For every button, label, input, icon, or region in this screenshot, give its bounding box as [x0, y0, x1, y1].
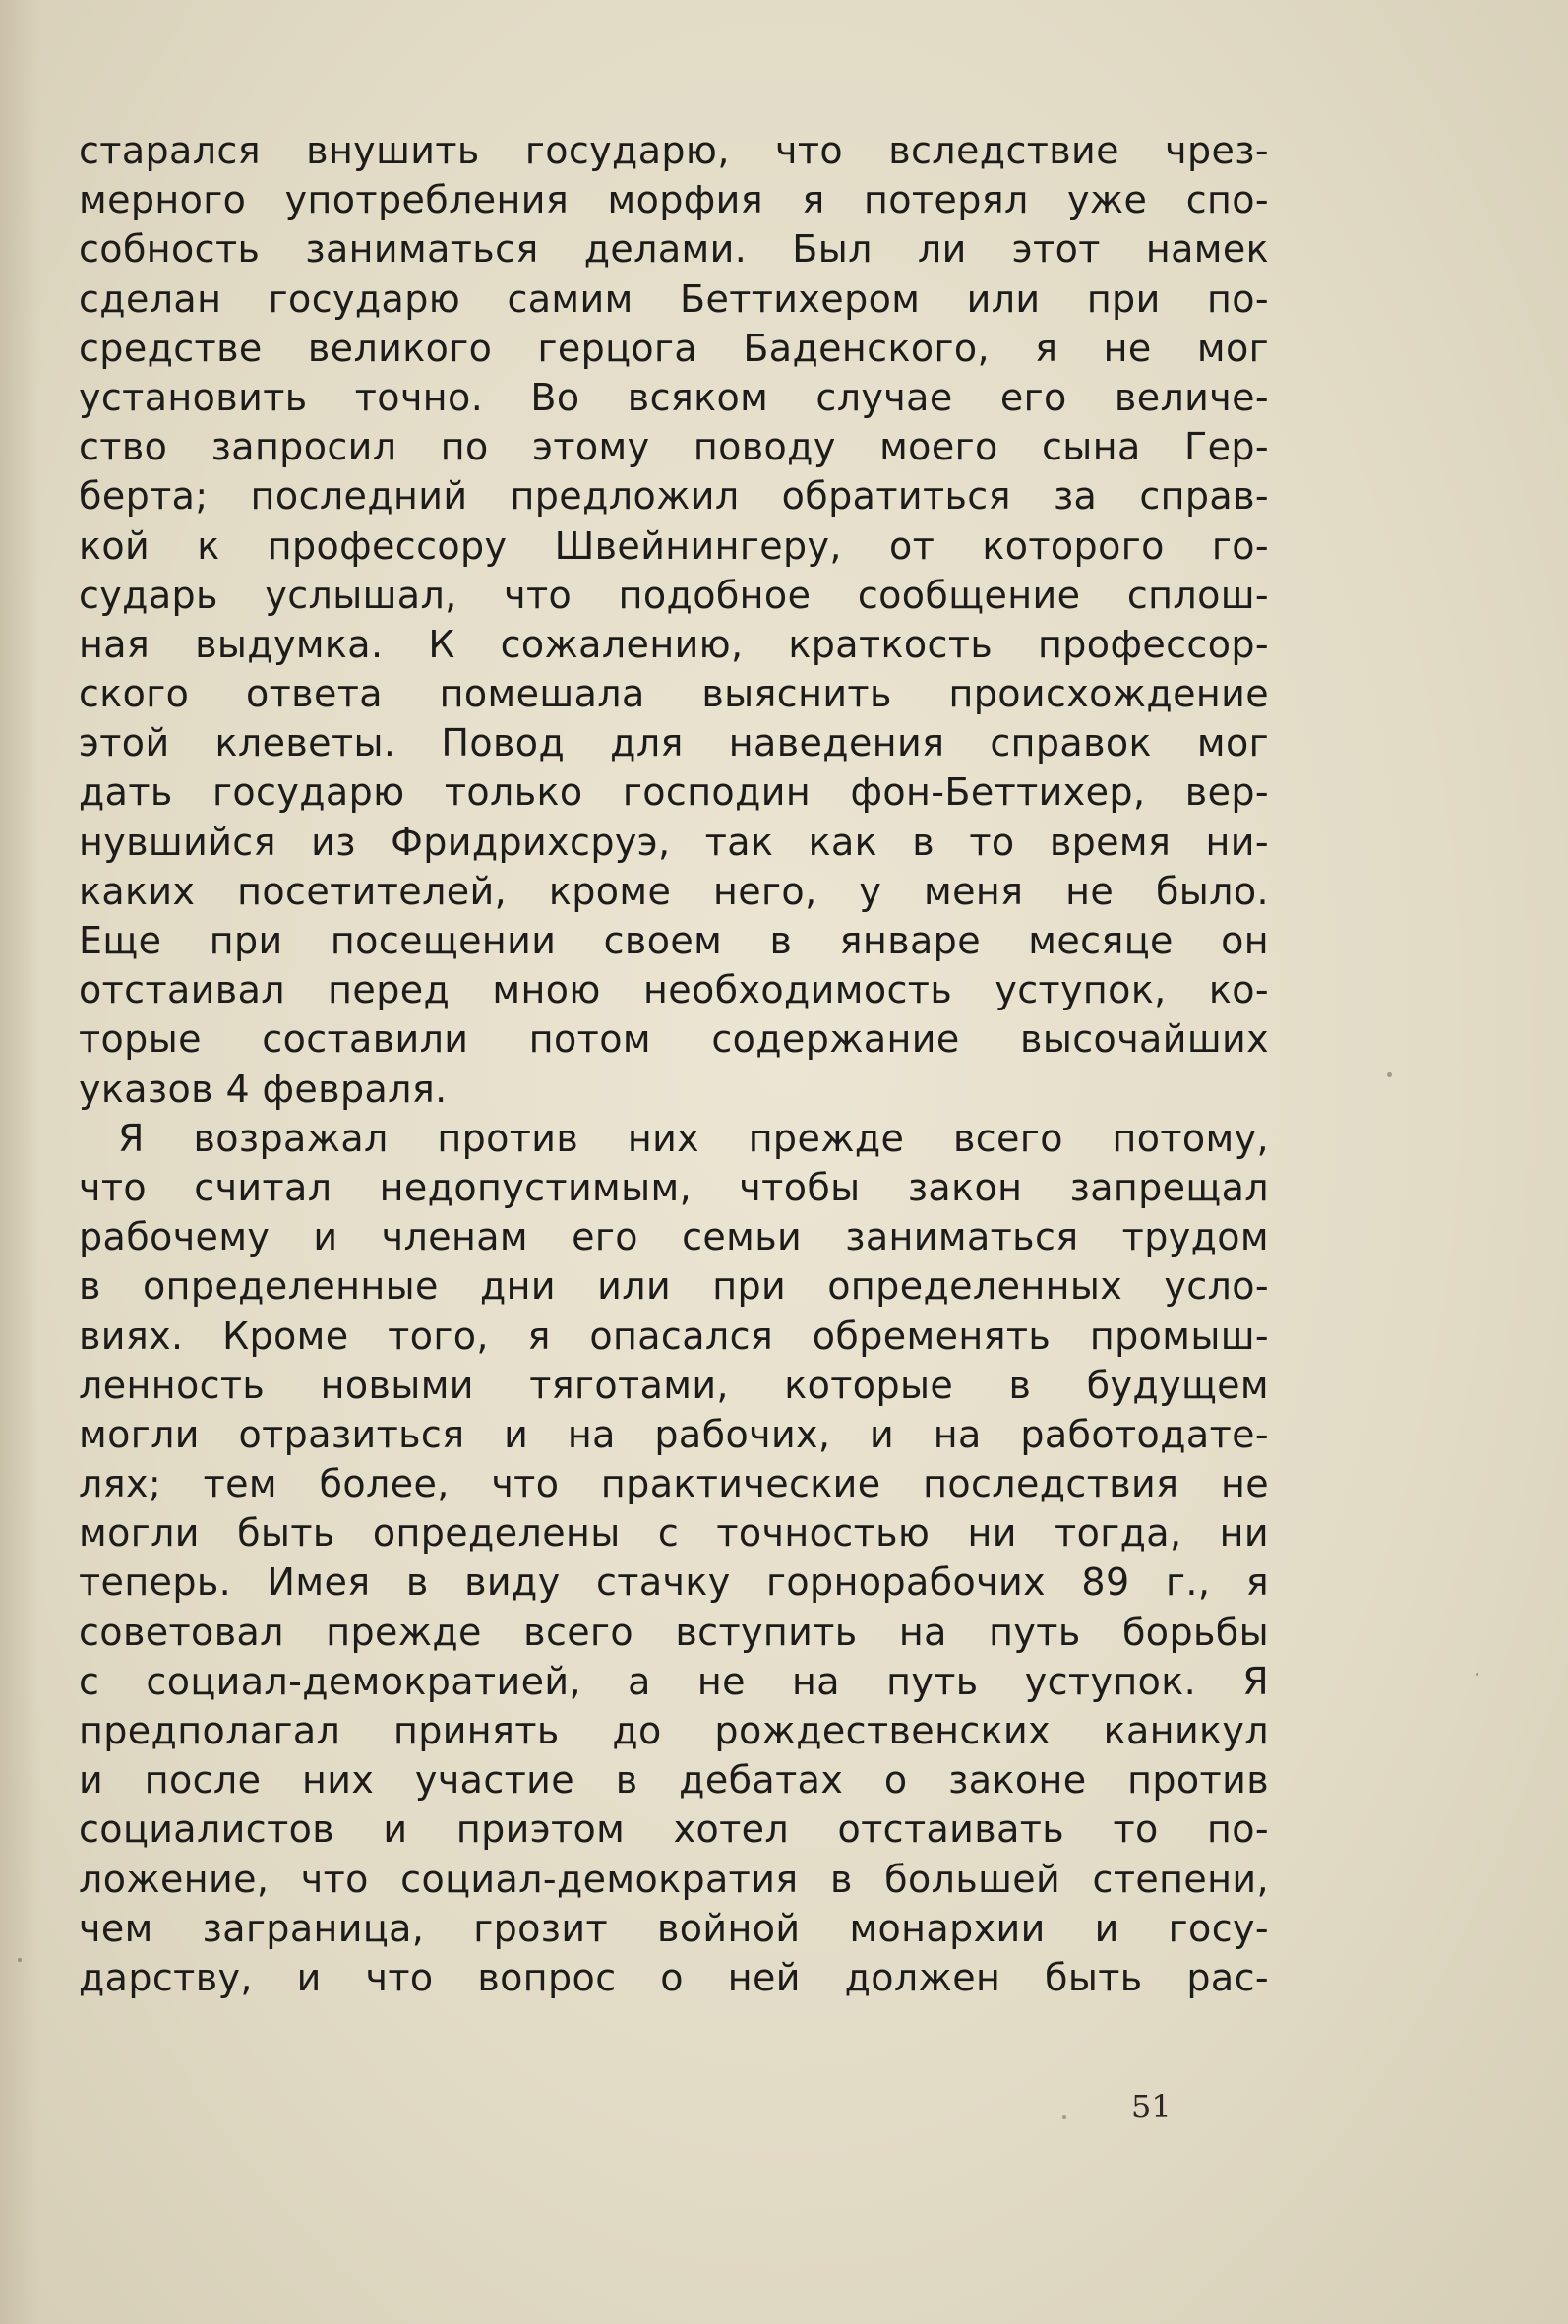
text-line: социалистов и приэтом хотел отстаивать то по-: [79, 1807, 1269, 1852]
text-line: собность заниматься делами. Был ли этот намек: [79, 227, 1269, 272]
text-line: лях; тем более, что практические последствия не: [79, 1462, 1269, 1506]
body-text: [79, 126, 1269, 2002]
text-line: с социал-демократией, а не на путь уступок. Я: [79, 1659, 1269, 1703]
text-line: торые составили потом содержание высочайших: [79, 1017, 1269, 1062]
paper-speck: [1476, 1673, 1478, 1676]
text-line: ная выдумка. К сожалению, краткость профессор-: [79, 622, 1269, 666]
text-line: дарству, и что вопрос о ней должен быть рас-: [79, 1955, 1269, 1999]
text-line: могли быть определены с точностью ни тогда, ни: [79, 1511, 1269, 1556]
text-line: виях. Кроме того, я опасался обременять промыш-: [79, 1314, 1269, 1358]
text-line: предполагал принять до рождественских каникул: [79, 1709, 1269, 1752]
text-line: старался внушить государю, что вследствие чрез-: [79, 129, 1269, 172]
text-line: указов 4 февраля.: [79, 1067, 448, 1111]
paper-speck: [18, 1958, 22, 1962]
text-line: Я возражал против них прежде всего потому,: [118, 1116, 1269, 1160]
text-line: дать государю только господин фон-Беттихер, вер-: [79, 770, 1269, 815]
text-line: кой к профессору Швейнингеру, от которого го-: [79, 523, 1269, 568]
text-line: ленность новыми тяготами, которые в будущем: [79, 1363, 1269, 1407]
text-line: этой клеветы. Повод для наведения справок мог: [79, 721, 1269, 765]
paper-speck: [1062, 2115, 1066, 2119]
text-line: теперь. Имея в виду стачку горнорабочих 89 г., я: [79, 1560, 1269, 1605]
text-line: советовал прежде всего вступить на путь борьбы: [79, 1610, 1269, 1654]
text-line: нувшийся из Фридрихсруэ, так как в то время ни-: [79, 820, 1269, 864]
text-line: ского ответа помешала выяснить происхождение: [79, 672, 1269, 716]
text-line: берта; последний предложил обратиться за справ-: [79, 474, 1269, 519]
text-line: мерного употребления морфия я потерял уже спо-: [79, 178, 1269, 222]
text-line: и после них участие в дебатах о законе против: [79, 1758, 1269, 1803]
text-line: каких посетителей, кроме него, у меня не было.: [79, 869, 1269, 913]
text-line: в определенные дни или при определенных усло-: [79, 1264, 1269, 1309]
text-line: Еще при посещении своем в январе месяце он: [79, 919, 1269, 962]
text-line: сударь услышал, что подобное сообщение сплош-: [79, 573, 1269, 617]
paper-speck: [1387, 1072, 1392, 1077]
text-line: ложение, что социал-демократия в большей степени,: [79, 1857, 1269, 1901]
text-line: чем заграница, грозит войной монархии и госу-: [79, 1906, 1269, 1950]
text-line: что считал недопустимым, чтобы закон запрещал: [79, 1165, 1269, 1209]
text-line: могли отразиться и на рабочих, и на работодате-: [79, 1412, 1269, 1456]
text-line: сделан государю самим Беттихером или при по-: [79, 276, 1269, 321]
text-line: средстве великого герцога Баденского, я не мог: [79, 326, 1269, 370]
text-line: ство запросил по этому поводу моего сына Гер-: [79, 425, 1269, 469]
text-line: рабочему и членам его семьи заниматься трудом: [79, 1215, 1269, 1259]
text-line: установить точно. Во всяком случае его величе-: [79, 375, 1269, 419]
page-number: 51: [1131, 2088, 1172, 2125]
text-line: отстаивал перед мною необходимость уступок, ко-: [79, 968, 1269, 1012]
page-edge-shadow: [0, 0, 39, 2324]
